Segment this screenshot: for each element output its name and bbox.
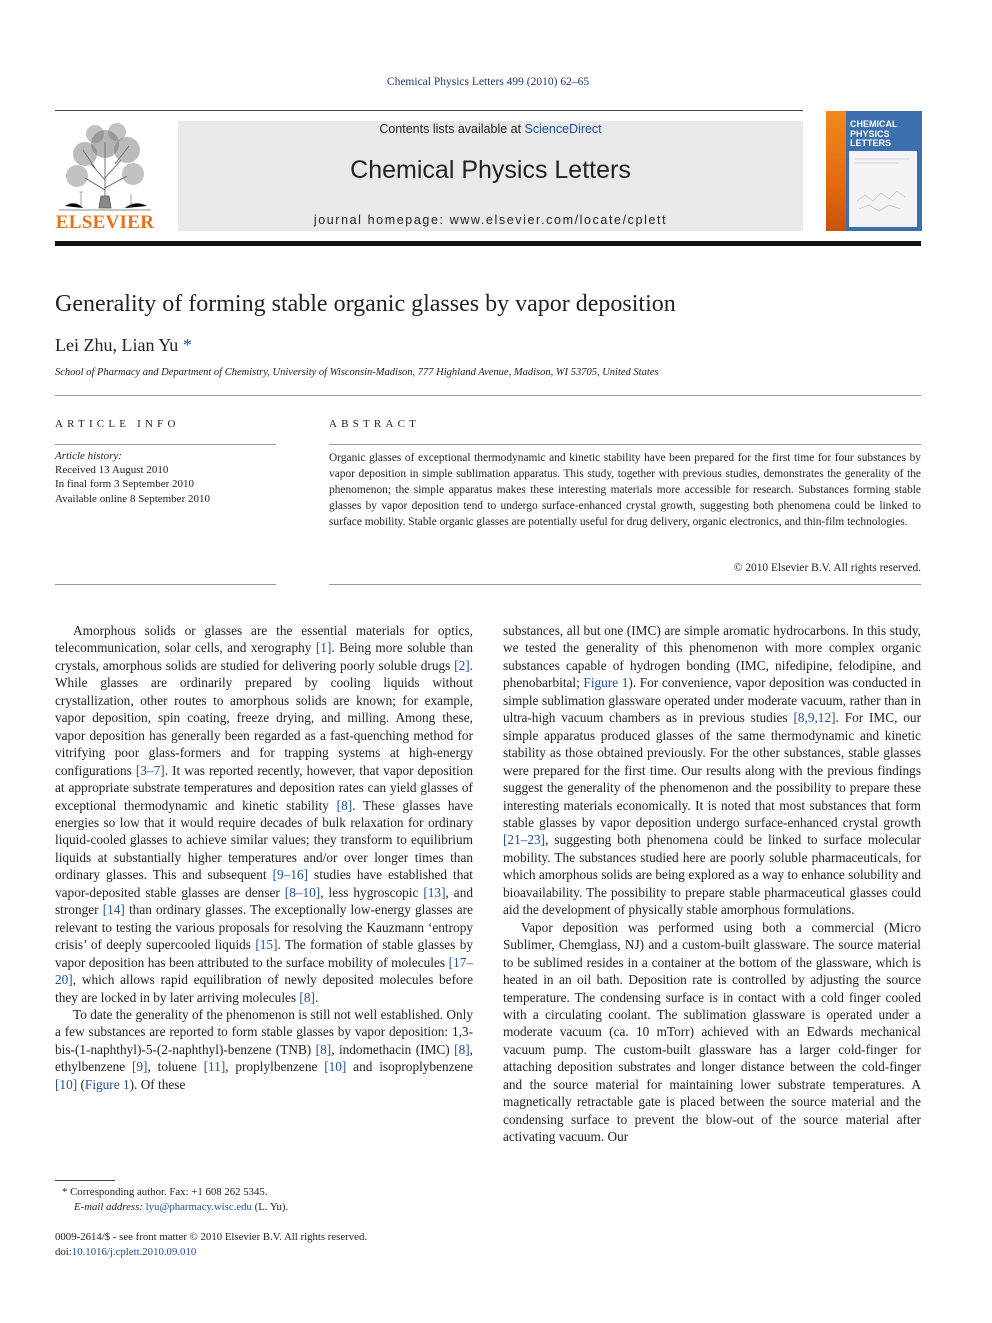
imprint [55,1230,473,1259]
authors-text: Lei Zhu, Lian Yu [55,335,179,355]
cover-title-line: LETTERS [850,138,892,148]
body-text: . These glasses have energies so low that it would require decades of bulk relaxation for ordinary liquid-cooled glasses to achieve similar values; they transform to equilibrium liquids at substantially higher temperatures and/or over longer times than ordinary glasses. This and subsequent [55,797,473,883]
abstract-heading: ABSTRACT [329,418,421,430]
body-column-left [55,622,473,1093]
citation-link[interactable]: [2] [454,657,470,673]
body-text: . While glasses are ordinarily prepared by cooling liquids without crystallization, other routes to amorphous solids are known; for example, vapor deposition, spin coating, freeze drying, and milling. Among these, vapor deposition has generally been regarded as a fast-quenching method for vitrifying poor glass-formers and for trapping systems at high-energy configurations [55,657,473,778]
citation-link[interactable]: Figure 1 [583,675,629,691]
citation-link[interactable]: [9] [131,1059,148,1075]
online-date: Available online 8 September 2010 [55,492,210,505]
body-text: ( [77,1076,85,1092]
citation-link[interactable]: [3–7] [135,762,165,778]
body-paragraph [503,919,921,1146]
email-link[interactable]: lyu@pharmacy.wisc.edu [145,1201,252,1213]
citation-link[interactable]: [9–16] [272,867,309,883]
email-label: E-mail address: [74,1201,143,1213]
body-text: , which allows rapid equilibration of newly deposited molecules before they are locked in by later arriving molecules [55,972,473,1005]
elsevier-wordmark: ELSEVIER [55,212,155,233]
citation-link[interactable]: Figure 1 [84,1076,130,1092]
abstract-text: Organic glasses of exceptional thermodynamic and kinetic stability have been prepared for the first time for four substances by vapor deposition in simple sublimation apparatus. This study, together with previous studies, demonstrates the generality of the phenomenon; the simple apparatus makes these interesting materials more accessible for research. Substances forming stable glasses by vapor deposition tend to undergo surface-enhanced crystal growth, suggesting both phenomena could be linked to surface mobility. Stable organic glasses are potentially useful for drug delivery, organic electronics, and thin-film technologies. [329,452,921,528]
body-text: ). Of these [129,1076,186,1092]
cover-orange-strip [826,111,846,231]
received-date: Received 13 August 2010 [55,464,169,477]
doi-line [55,1245,473,1260]
body-text: than ordinary glasses. The exceptionally low-energy glasses are relevant to testing the various proposals for resolving the Kauzmann ‘entropy crisis’ of deeply supercooled liquids [55,902,473,953]
contents-prefix: Contents lists available at [379,122,525,136]
body-text: , ethylbenzene [55,1041,473,1075]
body-text: and isoproplybenzene [346,1059,473,1075]
body-text: . For IMC, our simple apparatus produced glasses of the same thermodynamic and kinetic stability as those obtained previously. For the other substances, stable glasses were prepared for the first time. Our results along with the previous findings suggest the generality of the phenomenon and the possibility to prepare these interesting materials economically. It is noted that most substances that form stable glasses by vapor deposition undergo surface-enhanced crystal growth [503,710,921,830]
footnote-corresponding: Corresponding author. Fax: +1 608 262 5345. [70,1186,268,1198]
corresponding-footnote [55,1185,473,1215]
body-text: , proplylbenzene [225,1059,325,1075]
body-paragraph [503,622,921,919]
article-info-bottom-rule [55,584,276,585]
body-text: , suggesting both phenomena could be linked to surface molecular mobility. The substances studied here are poorly soluble pharmaceuticals, for which amorphous solids are being explored as a way to enhance solubility and bioavailability. The possibility to prepare stable pharmaceutical glasses could aid the development of physically stable amorphous formulations. [503,832,921,918]
cover-figure-panel [849,151,917,227]
citation-link[interactable]: [8] [315,1041,332,1057]
body-text: . Being more soluble than crystals, amorphous solids are studied for delivering poorly soluble drugs [55,640,474,673]
cover-title-line: CHEMICAL [850,119,898,129]
citation-link[interactable]: [1] [315,640,332,656]
body-text: Amorphous solids or glasses are the essential materials for optics, telecommunication, solar cells, and xerography [55,623,473,656]
doi-prefix: doi: [55,1245,72,1258]
imprint-line: 0009-2614/$ - see front matter © 2010 Elsevier B.V. All rights reserved. [55,1231,368,1243]
citation-link[interactable]: [13] [423,884,446,900]
article-info-rule [55,444,276,445]
body-paragraph [55,622,473,1006]
author-list [55,335,192,356]
abstract-rule [329,444,921,445]
cover-title-line: PHYSICS [850,128,890,139]
journal-cover-thumbnail[interactable] [826,111,922,231]
article-info-heading: ARTICLE INFO [55,418,180,430]
body-text: ). For convenience, vapor deposition was conducted in simple sublimation glassware operated under moderate vacuum, rather than in ultra-high vacuum chambers as in previous studies [503,675,921,726]
doi-link[interactable]: 10.1016/j.cplett.2010.09.010 [71,1245,197,1258]
body-text: To date the generality of the phenomenon is still not well established. Only a few substances are reported to form stable glasses by vapor deposition: 1,3-bis-(1-naphthyl)-5-(2-naphthyl)-benzene (TNB) [55,1006,473,1057]
title-rule [55,395,921,396]
body-column-right [503,622,921,1146]
footnote-email-line [55,1200,473,1215]
footnote-line [55,1185,473,1200]
journal-homepage-link[interactable]: journal homepage: www.elsevier.com/locate/cplett [313,213,668,227]
cover-title [850,120,898,149]
citation-link[interactable]: [8] [336,797,353,813]
email-suffix: (L. Yu). [251,1201,289,1213]
article-title: Generality of forming stable organic glasses by vapor deposition [55,291,676,317]
abstract-copyright: © 2010 Elsevier B.V. All rights reserved. [733,562,921,574]
masthead-bottom-rule [55,241,921,246]
journal-name: Chemical Physics Letters [350,156,631,184]
citation-link[interactable]: [8] [299,989,315,1005]
affiliation: School of Pharmacy and Department of Chemistry, University of Wisconsin-Madison, 777 Highland Avenue, Madison, WI 53705, United States [55,367,659,378]
footnote-rule [55,1180,115,1181]
article-history [55,449,276,506]
corresponding-author-mark[interactable]: * [182,335,192,355]
footnote-mark: * [62,1186,68,1198]
citation-link[interactable]: [14] [102,902,125,918]
body-text: , indomethacin (IMC) [331,1041,455,1057]
citation-link[interactable]: [10] [55,1076,78,1092]
body-text: , toluene [147,1059,204,1075]
sciencedirect-link[interactable]: ScienceDirect [524,122,602,136]
body-text: , less hygroscopic [320,884,424,900]
citation-link[interactable]: [8–10] [284,884,321,900]
citation-link[interactable]: [8,9,12] [793,710,836,726]
cover-graphic [849,151,917,227]
body-text: substances, all but one (IMC) are simple aromatic hydrocarbons. In this study, we tested the generality of this phenomenon with more complex organic substances capable of hydrogen bonding (IMC, nifedipine, felodipine, and phenobarbital; [503,623,921,691]
journal-citation[interactable]: Chemical Physics Letters 499 (2010) 62–65 [386,76,590,88]
citation-link[interactable]: [15] [255,937,278,953]
body-text: . It was reported recently, however, that vapor deposition at appropriate substrate temperatures and deposition rates can yield glasses of exceptional thermodynamic and kinetic stability [55,762,474,813]
body-text: , and stronger [55,884,473,918]
body-paragraph [55,1006,473,1093]
citation-link[interactable]: [8] [454,1041,470,1057]
citation-link[interactable]: [11] [203,1059,226,1075]
history-label: Article history: [55,450,122,462]
body-text: . The formation of stable glasses by vapor deposition has been attributed to the surface mobility of molecules [55,937,473,970]
revised-date: In final form 3 September 2010 [55,478,194,491]
citation-link[interactable]: [17–20] [55,954,473,988]
body-text: studies have established that vapor-deposited stable glasses are denser [55,867,473,900]
citation-link[interactable]: [21–23] [503,832,546,848]
contents-line [178,121,803,136]
body-text: . [314,989,319,1005]
abstract-bottom-rule [329,584,921,585]
citation-link[interactable]: [10] [324,1059,347,1075]
body-text: Vapor deposition was performed using both a commercial (Micro Sublimer, Chemglass, NJ) and a custom-built glassware. The source material to be sublimed resides in a container at the bottom of the glassware, which is heated in an oil bath. Deposition rate is controlled by adjusting the source temperature. The condensing surface is in contact with a cold finger cooled with a circulating coolant. The sublimation glassware is operated under a moderate vacuum (ca. 10 mTorr) achieved with an Edwards mechanical vacuum pump. The custom-built glassware has a larger cold-finger for attaching deposition substrates and longer distance between the cold-finger and the source material for maintaining lower substrate temperatures. A magnetically retractable gate is placed between the source material and the condensing surface to prevent the blow-out of the source material after activating vacuum. Our [503,919,921,1145]
header-rule [55,110,803,111]
